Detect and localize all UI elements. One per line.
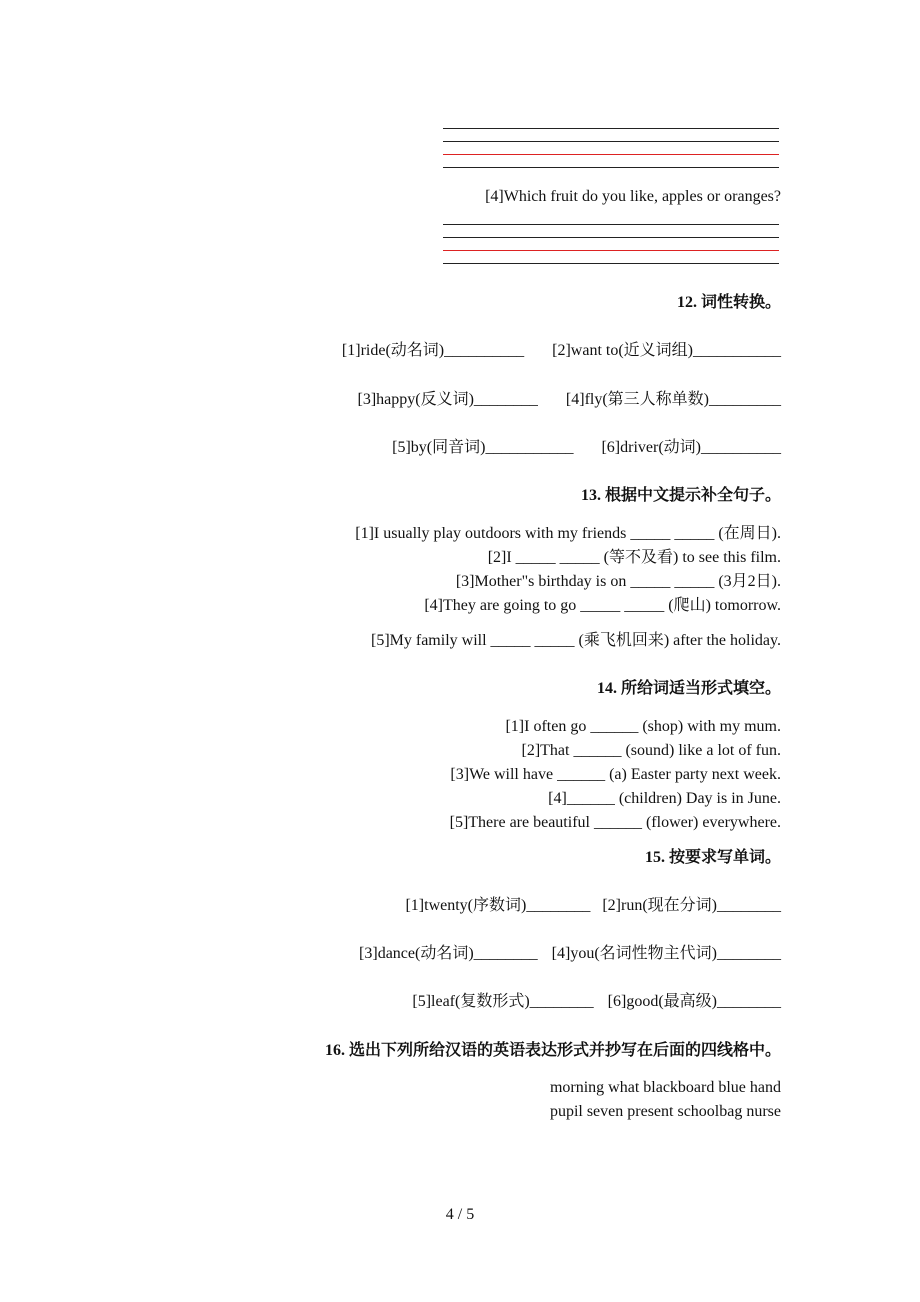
q15-row-1 [405, 896, 781, 916]
q14-item-5: [5]There are beautiful ______ (flower) everywhere. [449, 814, 781, 831]
q12-item-6: [6]driver(动词)__________ [601, 439, 781, 456]
q12-row-3 [392, 438, 781, 458]
q12-item-2: [2]want to(近义词组)___________ [552, 342, 781, 359]
q13-item-5: [5]My family will _____ _____ (乘飞机回来) after the holiday. [370, 632, 781, 649]
q12-item-5: [5]by(同音词)___________ [392, 439, 574, 456]
q15-item-6: [6]good(最高级)________ [607, 993, 781, 1010]
q15-row-3 [412, 992, 781, 1012]
page-number: 4 / 5 [445, 1206, 475, 1223]
q12-row-2 [357, 390, 781, 410]
q15-row-2 [359, 944, 781, 964]
q15-title: 15. 按要求写单词。 [644, 849, 781, 866]
q16-word-list-1: morning what blackboard blue hand [549, 1079, 781, 1096]
q15-item-3: [3]dance(动名词)________ [359, 945, 538, 962]
q15-item-4: [4]you(名词性物主代词)________ [551, 945, 781, 962]
q13-title: 13. 根据中文提示补全句子。 [580, 487, 781, 504]
q16-word-list-2: pupil seven present schoolbag nurse [549, 1103, 781, 1120]
q11-item-4: [4]Which fruit do you like, apples or oranges? [485, 188, 781, 205]
q14-title: 14. 所给词适当形式填空。 [596, 680, 781, 697]
four-line-grid [443, 128, 779, 172]
q13-item-2: [2]I _____ _____ (等不及看) to see this film. [487, 549, 781, 566]
q16-title: 16. 选出下列所给汉语的英语表达形式并抄写在后面的四线格中。 [324, 1042, 781, 1059]
q12-item-1: [1]ride(动名词)__________ [341, 342, 525, 359]
four-line-grid [443, 224, 779, 268]
q13-item-4: [4]They are going to go _____ _____ (爬山) tomorrow. [424, 597, 781, 614]
q14-item-3: [3]We will have ______ (a) Easter party next week. [450, 766, 781, 783]
q12-item-4: [4]fly(第三人称单数)_________ [565, 391, 781, 408]
q12-item-3: [3]happy(反义词)________ [357, 391, 538, 408]
q13-item-1: [1]I usually play outdoors with my friends _____ _____ (在周日). [355, 525, 781, 542]
q14-item-1: [1]I often go ______ (shop) with my mum. [505, 718, 781, 735]
q14-item-2: [2]That ______ (sound) like a lot of fun. [521, 742, 781, 759]
q15-item-2: [2]run(现在分词)________ [602, 897, 781, 914]
q15-item-5: [5]leaf(复数形式)________ [412, 993, 594, 1010]
q14-item-4: [4]______ (children) Day is in June. [548, 790, 781, 807]
q15-item-1: [1]twenty(序数词)________ [405, 897, 591, 914]
q13-item-3: [3]Mother"s birthday is on _____ _____ (3月2日). [455, 573, 781, 590]
q12-title: 12. 词性转换。 [676, 294, 781, 311]
q12-row-1 [342, 341, 781, 361]
